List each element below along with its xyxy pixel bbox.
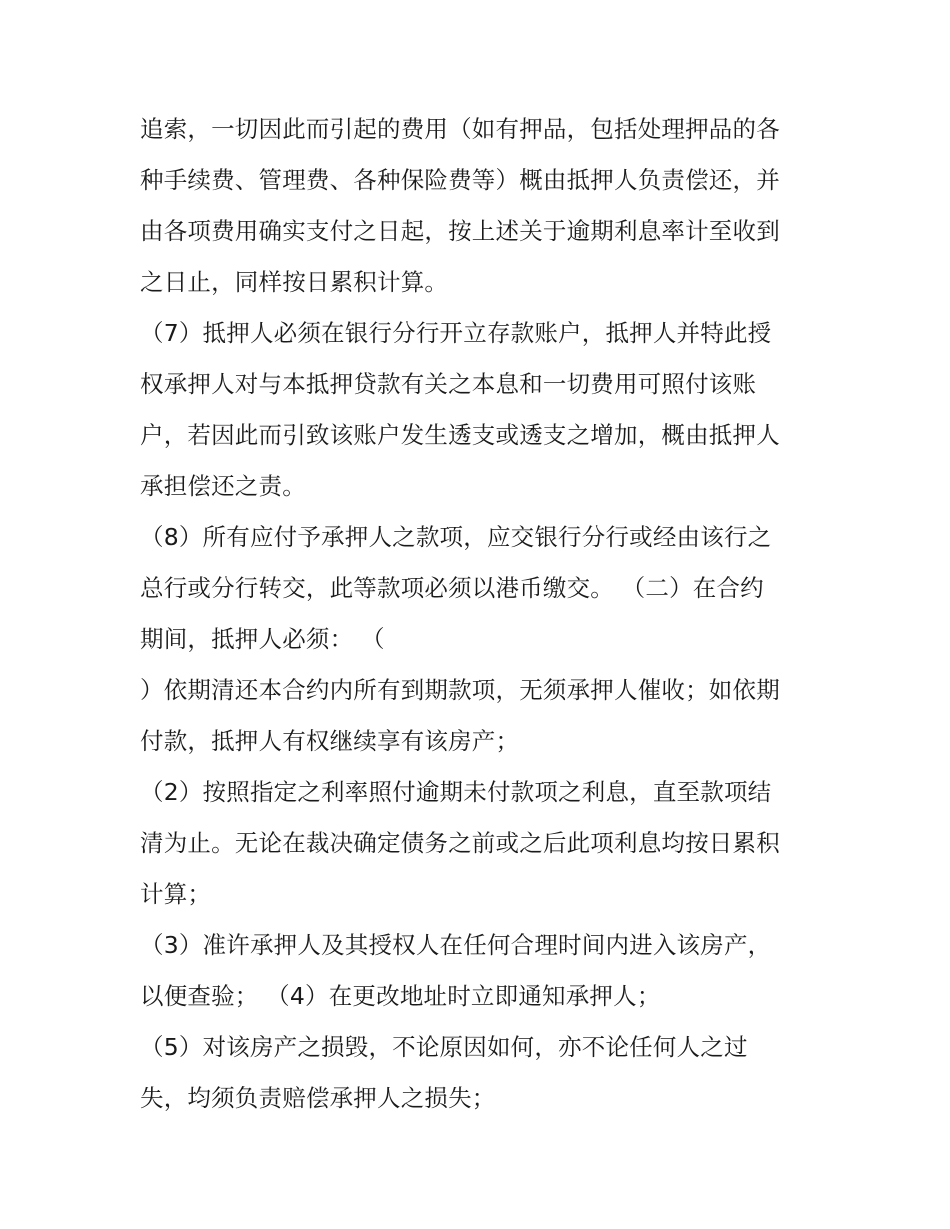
text-line: 付款，抵押人有权继续享有该房产； <box>140 727 520 755</box>
text-line: 计算； <box>140 880 212 908</box>
text-line: 期间，抵押人必须： （ <box>140 625 385 653</box>
text-line: （3）准许承押人及其授权人在任何合理时间内进入该房产， <box>140 931 772 959</box>
text-line: 失，均须负责赔偿承押人之损失； <box>140 1084 496 1112</box>
text-line: 种手续费、管理费、各种保险费等）概由抵押人负责偿还，并 <box>140 166 780 194</box>
document-body <box>140 104 830 1124</box>
text-line: （2）按照指定之利率照付逾期未付款项之利息，直至款项结 <box>140 778 772 806</box>
text-line: 权承押人对与本抵押贷款有关之本息和一切费用可照付该账 <box>140 370 757 398</box>
text-line: 以便查验； （4）在更改地址时立即通知承押人； <box>140 982 661 1010</box>
text-line: 追索，一切因此而引起的费用（如有押品，包括处理押品的各 <box>140 115 780 143</box>
text-line: 承担偿还之责。 <box>140 472 306 500</box>
text-line: （5）对该房产之损毁，不论原因如何，亦不论任何人之过 <box>140 1033 748 1061</box>
text-line: 之日止，同样按日累积计算。 <box>140 268 449 296</box>
text-line: （7）抵押人必须在银行分行开立存款账户，抵押人并特此授 <box>140 319 772 347</box>
text-line: ）依期清还本合约内所有到期款项，无须承押人催收；如依期 <box>140 676 780 704</box>
text-line: 户，若因此而引致该账户发生透支或透支之增加，概由抵押人 <box>140 421 780 449</box>
text-line: 由各项费用确实支付之日起，按上述关于逾期利息率计至收到 <box>140 217 780 245</box>
text-line: 总行或分行转交，此等款项必须以港币缴交。 （二）在合约 <box>140 574 764 602</box>
text-line: 清为止。无论在裁决确定债务之前或之后此项利息均按日累积 <box>140 829 780 857</box>
text-line: （8）所有应付予承押人之款项，应交银行分行或经由该行之 <box>140 523 772 551</box>
